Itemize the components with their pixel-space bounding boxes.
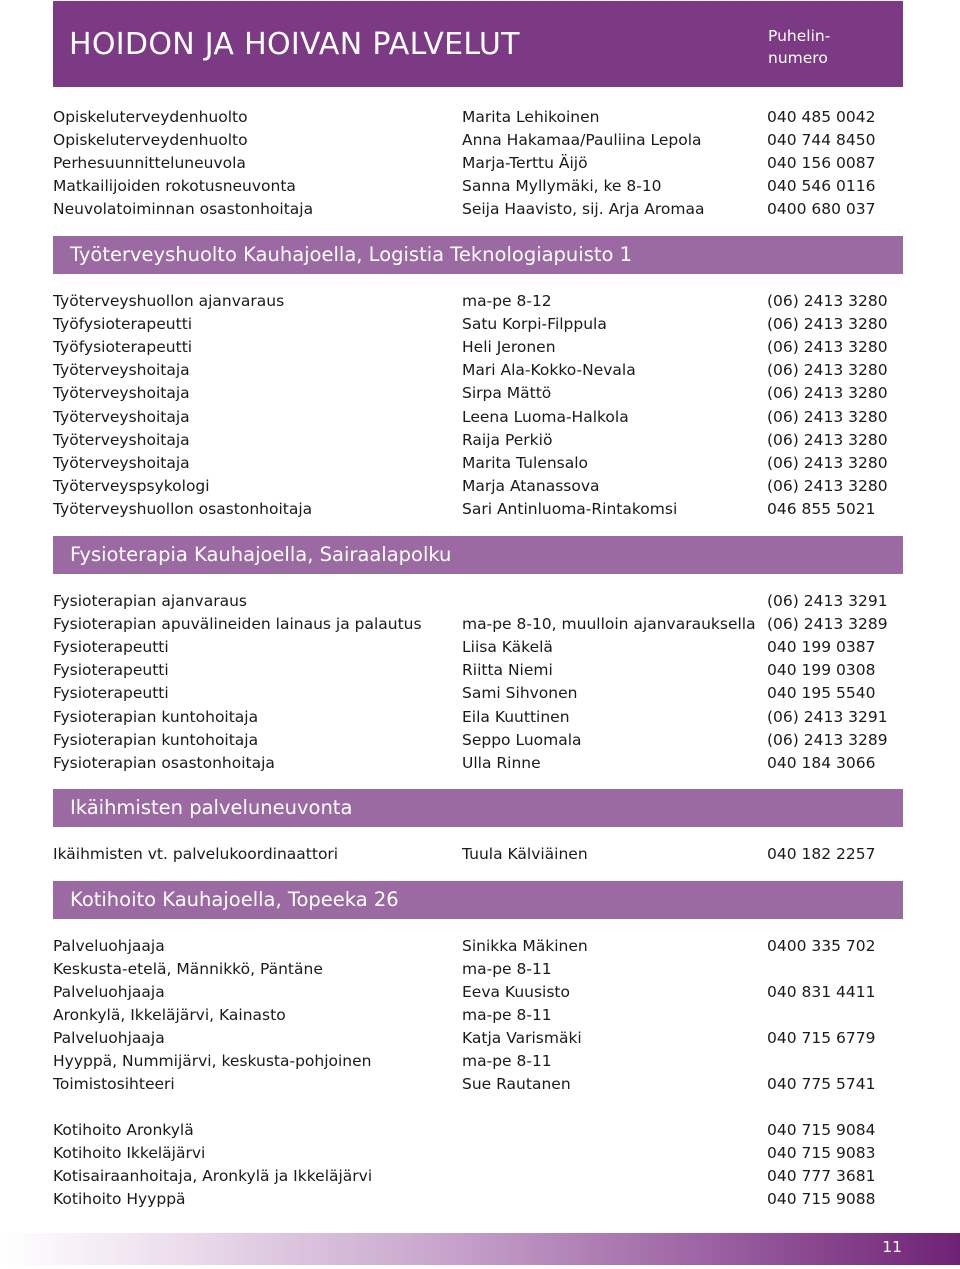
service-name: Toimistosihteeri [53, 1075, 175, 1093]
phone-number: (06) 2413 3280 [767, 431, 888, 449]
directory-row [0, 452, 960, 475]
service-name: Ikäihmisten vt. palvelukoordinaattori [53, 845, 339, 863]
phone-number: (06) 2413 3289 [767, 615, 888, 633]
contact-or-hours: Liisa Käkelä [462, 638, 553, 656]
contact-or-hours: Marita Lehikoinen [462, 108, 600, 126]
service-name: Työterveyshuollon osastonhoitaja [53, 500, 313, 518]
phone-number: 040 184 3066 [767, 754, 876, 772]
phone-number: (06) 2413 3280 [767, 454, 888, 472]
contact-or-hours: Riitta Niemi [462, 661, 553, 679]
service-name: Fysioterapian kuntohoitaja [53, 708, 259, 726]
phone-number: 040 715 6779 [767, 1029, 876, 1047]
service-name: Fysioterapian apuvälineiden lainaus ja palautus [53, 615, 422, 633]
contact-or-hours: Marja Atanassova [462, 477, 600, 495]
phone-number: (06) 2413 3291 [767, 592, 888, 610]
directory-row [0, 729, 960, 752]
phone-number: (06) 2413 3280 [767, 315, 888, 333]
page-title: HOIDON JA HOIVAN PALVELUT [69, 27, 520, 62]
directory-row [0, 290, 960, 313]
directory-row [0, 336, 960, 359]
contact-or-hours: Sari Antinluoma-Rintakomsi [462, 500, 678, 518]
directory-row [0, 682, 960, 705]
contact-or-hours: Anna Hakamaa/Pauliina Lepola [462, 131, 702, 149]
phone-number: 040 199 0387 [767, 638, 876, 656]
directory-row [0, 129, 960, 152]
service-name: Työterveyshoitaja [53, 384, 190, 402]
contact-or-hours: ma-pe 8-12 [462, 292, 552, 310]
phone-number: 040 199 0308 [767, 661, 876, 679]
directory-row [0, 106, 960, 129]
phone-number: 040 715 9084 [767, 1121, 876, 1139]
contact-or-hours: ma-pe 8-10, muulloin ajanvarauksella [462, 615, 756, 633]
contact-or-hours: Sue Rautanen [462, 1075, 571, 1093]
phone-number: 040 485 0042 [767, 108, 876, 126]
directory-row [0, 1027, 960, 1050]
contact-or-hours: Katja Varismäki [462, 1029, 582, 1047]
phone-number: (06) 2413 3280 [767, 338, 888, 356]
directory-row [0, 406, 960, 429]
directory-row [0, 429, 960, 452]
directory-row [0, 1050, 960, 1073]
page-header [53, 1, 903, 87]
directory-row [0, 613, 960, 636]
directory-row [0, 752, 960, 775]
directory-row [0, 313, 960, 336]
directory-row [0, 1073, 960, 1096]
service-name: Fysioterapeutti [53, 661, 169, 679]
directory-row [0, 1165, 960, 1188]
service-name: Työterveyshoitaja [53, 454, 190, 472]
directory-row [0, 1119, 960, 1142]
service-name: Keskusta-etelä, Männikkö, Päntäne [53, 960, 323, 978]
page-number: 11 [882, 1238, 902, 1256]
phone-number: 0400 680 037 [767, 200, 876, 218]
contact-or-hours: Marja-Terttu Äijö [462, 154, 588, 172]
phone-number: 046 855 5021 [767, 500, 876, 518]
service-name: Opiskeluterveydenhuolto [53, 108, 248, 126]
contact-or-hours: Tuula Kälviäinen [462, 845, 588, 863]
footer-bar [0, 1233, 960, 1265]
service-name: Työterveyshoitaja [53, 408, 190, 426]
service-name: Fysioterapian osastonhoitaja [53, 754, 275, 772]
contact-or-hours: Sanna Myllymäki, ke 8-10 [462, 177, 662, 195]
directory-row [0, 198, 960, 221]
directory-row [0, 935, 960, 958]
section-title: Fysioterapia Kauhajoella, Sairaalapolku [70, 543, 452, 566]
directory-row [0, 475, 960, 498]
contact-or-hours: Leena Luoma-Halkola [462, 408, 629, 426]
contact-or-hours: Eeva Kuusisto [462, 983, 570, 1001]
contact-or-hours: ma-pe 8-11 [462, 960, 552, 978]
contact-or-hours: Mari Ala-Kokko-Nevala [462, 361, 636, 379]
service-name: Hyyppä, Nummijärvi, keskusta-pohjoinen [53, 1052, 372, 1070]
service-name: Palveluohjaaja [53, 983, 165, 1001]
service-name: Aronkylä, Ikkeläjärvi, Kainasto [53, 1006, 286, 1024]
phone-number: 040 715 9088 [767, 1190, 876, 1208]
directory-row [0, 1142, 960, 1165]
service-name: Opiskeluterveydenhuolto [53, 131, 248, 149]
contact-or-hours: Eila Kuuttinen [462, 708, 570, 726]
contact-or-hours: Raija Perkiö [462, 431, 553, 449]
phone-number: 040 156 0087 [767, 154, 876, 172]
section-header [53, 789, 903, 827]
phone-number: 040 546 0116 [767, 177, 876, 195]
contact-or-hours: Heli Jeronen [462, 338, 556, 356]
phone-number: (06) 2413 3280 [767, 292, 888, 310]
directory-row [0, 1188, 960, 1211]
phone-number: (06) 2413 3280 [767, 477, 888, 495]
directory-row [0, 1004, 960, 1027]
service-name: Palveluohjaaja [53, 1029, 165, 1047]
service-name: Työterveyshoitaja [53, 431, 190, 449]
service-name: Fysioterapian kuntohoitaja [53, 731, 259, 749]
directory-row [0, 659, 960, 682]
contact-or-hours: Seija Haavisto, sij. Arja Aromaa [462, 200, 705, 218]
section-title: Työterveyshuolto Kauhajoella, Logistia Teknologiapuisto 1 [70, 243, 633, 266]
directory-row [0, 152, 960, 175]
phone-number: 040 715 9083 [767, 1144, 876, 1162]
phone-number: (06) 2413 3291 [767, 708, 888, 726]
directory-row [0, 636, 960, 659]
phone-number: 040 831 4411 [767, 983, 876, 1001]
contact-or-hours: Sirpa Mättö [462, 384, 552, 402]
directory-row [0, 382, 960, 405]
phone-number: (06) 2413 3280 [767, 361, 888, 379]
service-name: Työfysioterapeutti [53, 338, 193, 356]
directory-row [0, 175, 960, 198]
section-header [53, 881, 903, 919]
phone-number: 040 182 2257 [767, 845, 876, 863]
phone-number: 0400 335 702 [767, 937, 876, 955]
service-name: Työfysioterapeutti [53, 315, 193, 333]
service-name: Neuvolatoiminnan osastonhoitaja [53, 200, 314, 218]
contact-or-hours: Marita Tulensalo [462, 454, 589, 472]
contact-or-hours: ma-pe 8-11 [462, 1006, 552, 1024]
phone-number: (06) 2413 3289 [767, 731, 888, 749]
directory-row [0, 981, 960, 1004]
directory-row [0, 958, 960, 981]
phone-number: 040 195 5540 [767, 684, 876, 702]
contact-or-hours: Sami Sihvonen [462, 684, 578, 702]
service-name: Matkailijoiden rokotusneuvonta [53, 177, 296, 195]
contact-or-hours: ma-pe 8-11 [462, 1052, 552, 1070]
service-name: Kotihoito Ikkeläjärvi [53, 1144, 206, 1162]
contact-or-hours: Ulla Rinne [462, 754, 541, 772]
phone-number: 040 775 5741 [767, 1075, 876, 1093]
service-name: Työterveyshoitaja [53, 361, 190, 379]
directory-row [0, 843, 960, 866]
service-name: Perhesuunnitteluneuvola [53, 154, 246, 172]
service-name: Kotihoito Hyyppä [53, 1190, 186, 1208]
section-title: Ikäihmisten palveluneuvonta [70, 796, 353, 819]
phone-column-heading [768, 25, 830, 69]
section-header [53, 236, 903, 274]
service-name: Kotihoito Aronkylä [53, 1121, 194, 1139]
service-name: Työterveyshuollon ajanvaraus [53, 292, 285, 310]
phone-heading-line1: Puhelin- [768, 27, 831, 45]
contact-or-hours: Seppo Luomala [462, 731, 582, 749]
service-name: Fysioterapian ajanvaraus [53, 592, 247, 610]
service-name: Fysioterapeutti [53, 684, 169, 702]
directory-row [0, 498, 960, 521]
service-name: Kotisairaanhoitaja, Aronkylä ja Ikkeläjärvi [53, 1167, 373, 1185]
service-name: Työterveyspsykologi [53, 477, 210, 495]
service-name: Palveluohjaaja [53, 937, 165, 955]
directory-row [0, 359, 960, 382]
phone-number: 040 744 8450 [767, 131, 876, 149]
section-header [53, 536, 903, 574]
directory-row [0, 590, 960, 613]
phone-number: (06) 2413 3280 [767, 408, 888, 426]
contact-or-hours: Sinikka Mäkinen [462, 937, 588, 955]
section-title: Kotihoito Kauhajoella, Topeeka 26 [70, 888, 399, 911]
contact-or-hours: Satu Korpi-Filppula [462, 315, 607, 333]
service-name: Fysioterapeutti [53, 638, 169, 656]
phone-number: (06) 2413 3280 [767, 384, 888, 402]
directory-row [0, 706, 960, 729]
phone-heading-line2: numero [768, 49, 828, 67]
phone-number: 040 777 3681 [767, 1167, 876, 1185]
